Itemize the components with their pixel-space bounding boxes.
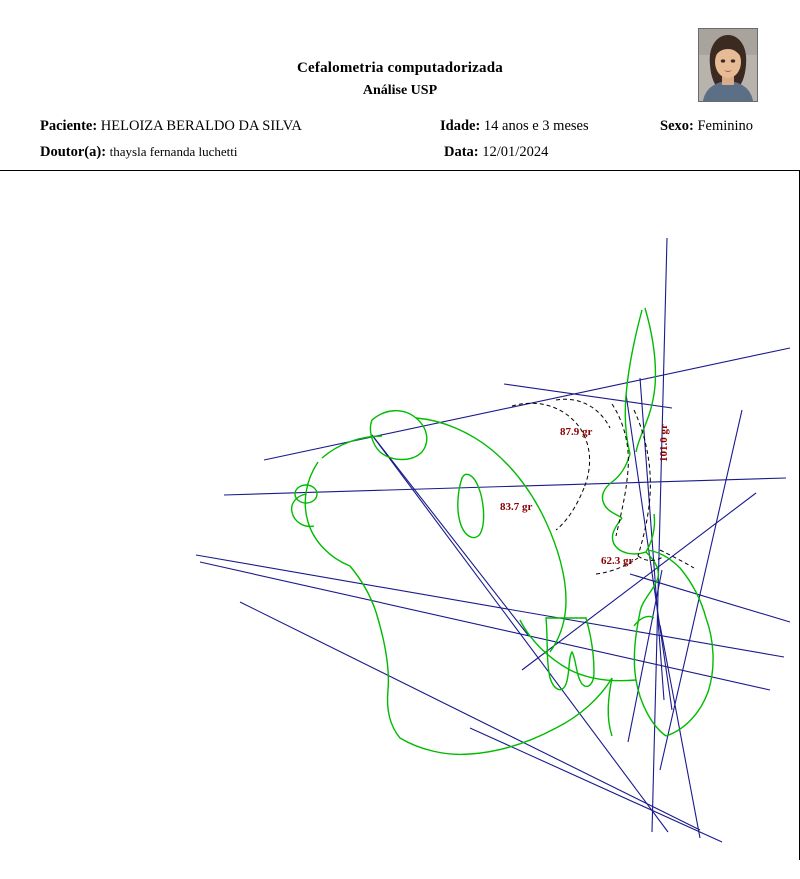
date-value: 12/01/2024 (482, 144, 549, 160)
page-title: Cefalometria computadorizada (297, 60, 503, 76)
sex-value: Feminino (697, 118, 754, 134)
sex-field (660, 118, 753, 135)
report-title-block (0, 60, 800, 99)
date-label: Data: (444, 144, 479, 160)
patient-label: Paciente: (40, 118, 98, 134)
age-value: 14 anos e 3 meses (483, 118, 589, 134)
page-subtitle: Análise USP (362, 83, 438, 98)
patient-value: HELOIZA BERALDO DA SILVA (100, 118, 302, 134)
doctor-value: thaysla fernanda luchetti (109, 144, 238, 159)
age-field (440, 118, 589, 135)
angle-label-4: 101.0 gr (658, 424, 670, 462)
angle-label-3: 62.3 gr (601, 555, 634, 567)
angle-label-1: 87.9 gr (560, 426, 593, 438)
cephalometric-tracing (0, 170, 800, 874)
doctor-label: Doutor(a): (40, 144, 107, 160)
sex-label: Sexo: (660, 118, 694, 134)
patient-field (40, 118, 302, 135)
age-label: Idade: (440, 118, 481, 134)
doctor-field (40, 144, 237, 161)
date-field (444, 144, 548, 161)
soft-tissue-outline (292, 308, 713, 754)
angle-label-2: 83.7 gr (500, 501, 533, 513)
tracing-svg (0, 170, 800, 874)
